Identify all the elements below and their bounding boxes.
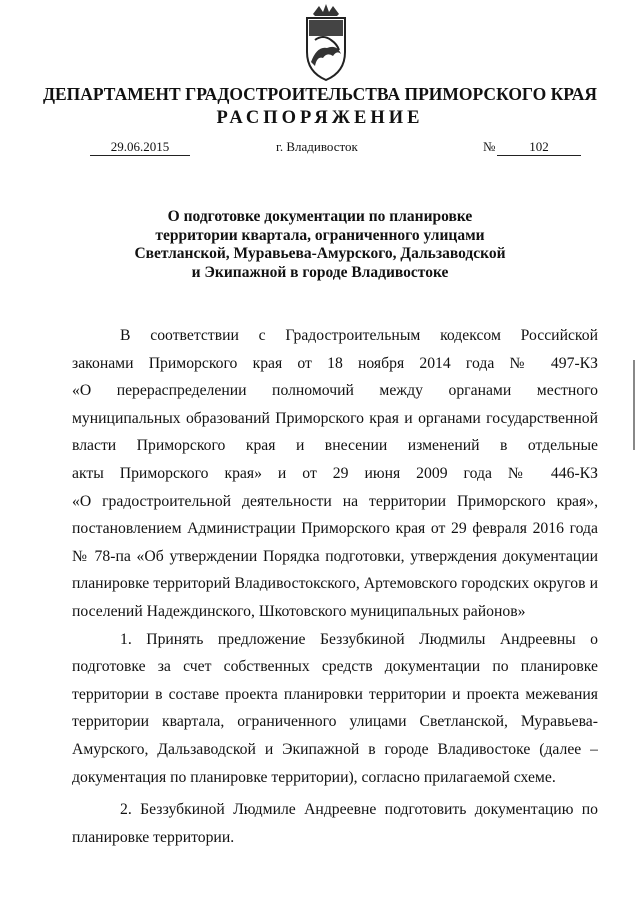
body-line: 2. Беззубкиной Людмиле Андреевне подготовить документацию по (120, 801, 598, 819)
body-line: Амурского, Дальзаводской и Экипажной в городе Владивостоке (далее – (72, 740, 598, 758)
body-line: акты Приморского края» и от 29 июня 2009 года № 446-КЗ (72, 464, 598, 482)
number-label: № (483, 139, 496, 154)
scan-edge-mark (632, 360, 636, 450)
body-line: документация по планировке территории), согласно прилагаемой схеме. (72, 768, 556, 786)
body-line: муниципальных образований Приморского края и органами государственной (72, 409, 598, 427)
coat-of-arms-icon (297, 0, 355, 84)
body-line: «О градостроительной деятельности на территории Приморского края», (72, 492, 598, 510)
body-line: постановлением Администрации Приморского края от 29 февраля 2016 года (72, 520, 598, 538)
title-line: территории квартала, ограниченного улицами (155, 226, 485, 244)
document-number: 102 (497, 139, 581, 156)
document-date: 29.06.2015 (90, 139, 190, 156)
document-city: г. Владивосток (276, 139, 358, 154)
body-line: планировке территории. (72, 828, 235, 846)
body-line: территории квартала, ограниченного улицами Светланской, Муравьева- (72, 713, 598, 731)
preamble-paragraph (72, 322, 598, 626)
body-line: подготовке за счет собственных средств документации по планировке (72, 658, 598, 676)
body-line: власти Приморского края и внесении изменений в отдельные (72, 437, 598, 455)
body-line: 1. Принять предложение Беззубкиной Людмилы Андреевны о (120, 630, 598, 648)
body-line: В соответствии с Градостроительным кодексом Российской (120, 327, 598, 344)
title-line: О подготовке документации по планировке (167, 208, 473, 225)
document-title (90, 208, 550, 282)
body-line: законами Приморского края от 18 ноября 2014 года № 497-КЗ (72, 354, 598, 372)
body-line: планировке территорий Владивостокского, Артемовского городских округов и (72, 575, 598, 593)
title-line: и Экипажной в городе Владивостоке (191, 263, 449, 281)
body-line: «О перераспределении полномочий между органами местного (72, 382, 598, 400)
document-body (72, 322, 598, 851)
item-2-paragraph (72, 796, 598, 851)
body-line: поселений Надеждинского, Шкотовского муниципальных районов» (72, 602, 526, 620)
department-name: ДЕПАРТАМЕНТ ГРАДОСТРОИТЕЛЬСТВА ПРИМОРСКОГО КРАЯ (42, 84, 598, 104)
body-line: территории в составе проекта планировки территории и проекта межевания (72, 685, 598, 703)
body-line: № 78-па «Об утверждении Порядка подготовки, утверждения документации (72, 547, 598, 565)
document-type: РАСПОРЯЖЕНИЕ (216, 108, 424, 128)
title-line: Светланской, Муравьева-Амурского, Дальзаводской (134, 245, 506, 262)
item-1-paragraph (72, 626, 598, 792)
